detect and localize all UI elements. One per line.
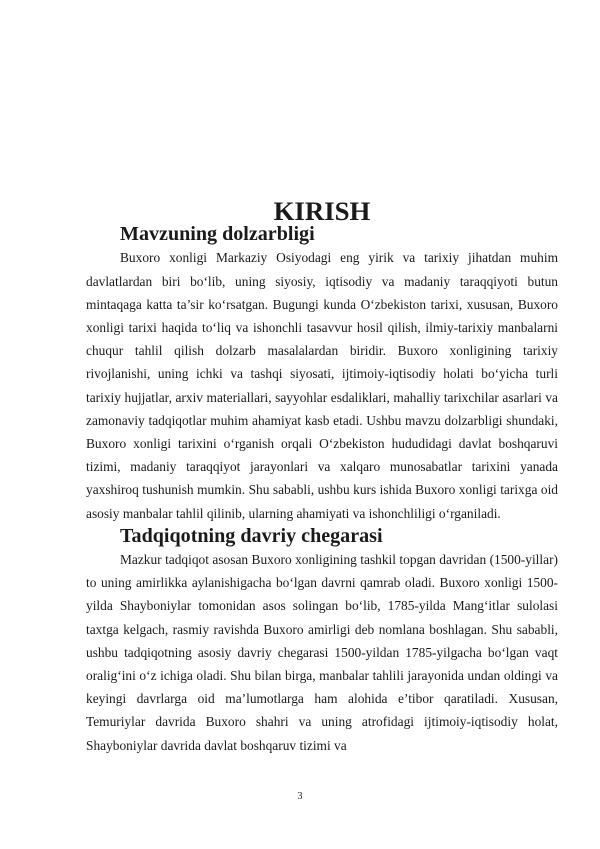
- section-heading-chronological-scope: Tadqiqotning davriy chegarasi: [120, 524, 383, 547]
- paragraph-chronological-scope: Mazkur tadqiqot asosan Buxoro xonligining tashkil topgan davridan (1500-yillar) to uning amirlikka aylanishigacha bo‘lgan davrni qamrab oladi. Buxoro xonligi 1500-yilda Shayboniylar tomonidan asos solingan bo‘lib, 1785-yilda Mang‘itlar sulolasi taxtga kelgach, rasmiy ravishda Buxoro amirligi deb nomlana boshlagan. Shu sababli, ushbu tadqiqotning asosiy davriy chegarasi 1500-yildan 1785-yilgacha bo‘lgan vaqt oralig‘ini o‘z ichiga oladi. Shu bilan birga, manbalar tahlili jarayonida undan oldingi va keyingi davrlarga oid ma’lumotlarga ham alohida e’tibor qaratiladi. Xususan, Temuriylar davrida Buxoro shahri va uning atrofidagi ijtimoiy-iqtisodiy holat, Shayboniylar davrida davlat boshqaruv tizimi va: [86, 552, 558, 753]
- page-number: 3: [297, 791, 303, 802]
- section-heading-relevance: Mavzuning dolzarbligi: [120, 223, 315, 246]
- page-body: [86, 196, 558, 757]
- page-title: KIRISH: [273, 196, 371, 226]
- paragraph-relevance: Buxoro xonligi Markaziy Osiyodagi eng yirik va tarixiy jihatdan muhim davlatlardan biri bo‘lib, uning siyosiy, iqtisodiy va madaniy taraqqiyoti butun mintaqaga katta ta’sir ko‘rsatgan. Bugungi kunda O‘zbekiston tarixi, xususan, Buxoro xonligi tarixi haqida to‘liq va ishonchli tasavvur hosil qilish, ilmiy-tarixiy manbalarni chuqur tahlil qilish dolzarb masalalardan biridir. Buxoro xonligining tarixiy rivojlanishi, uning ichki va tashqi siyosati, ijtimoiy-iqtisodiy holati bo‘yicha turli tarixiy hujjatlar, arxiv materiallari, sayyohlar esdaliklari, mahalliy tarixchilar asarlari va zamonaviy tadqiqotlar muhim ahamiyat kasb etadi. Ushbu mavzu dolzarbligi shundaki, Buxoro xonligi tarixini o‘rganish orqali O‘zbekiston hududidagi davlat boshqaruvi tizimi, madaniy taraqqiyot jarayonlari va xalqaro munosabatlar tarixini yanada yaxshiroq tushunish mumkin. Shu sababli, ushbu kurs ishida Buxoro xonligi tarixga oid asosiy manbalar tahlil qilinib, ularning ahamiyati va ishonchliligi o‘rganiladi.: [86, 250, 558, 521]
